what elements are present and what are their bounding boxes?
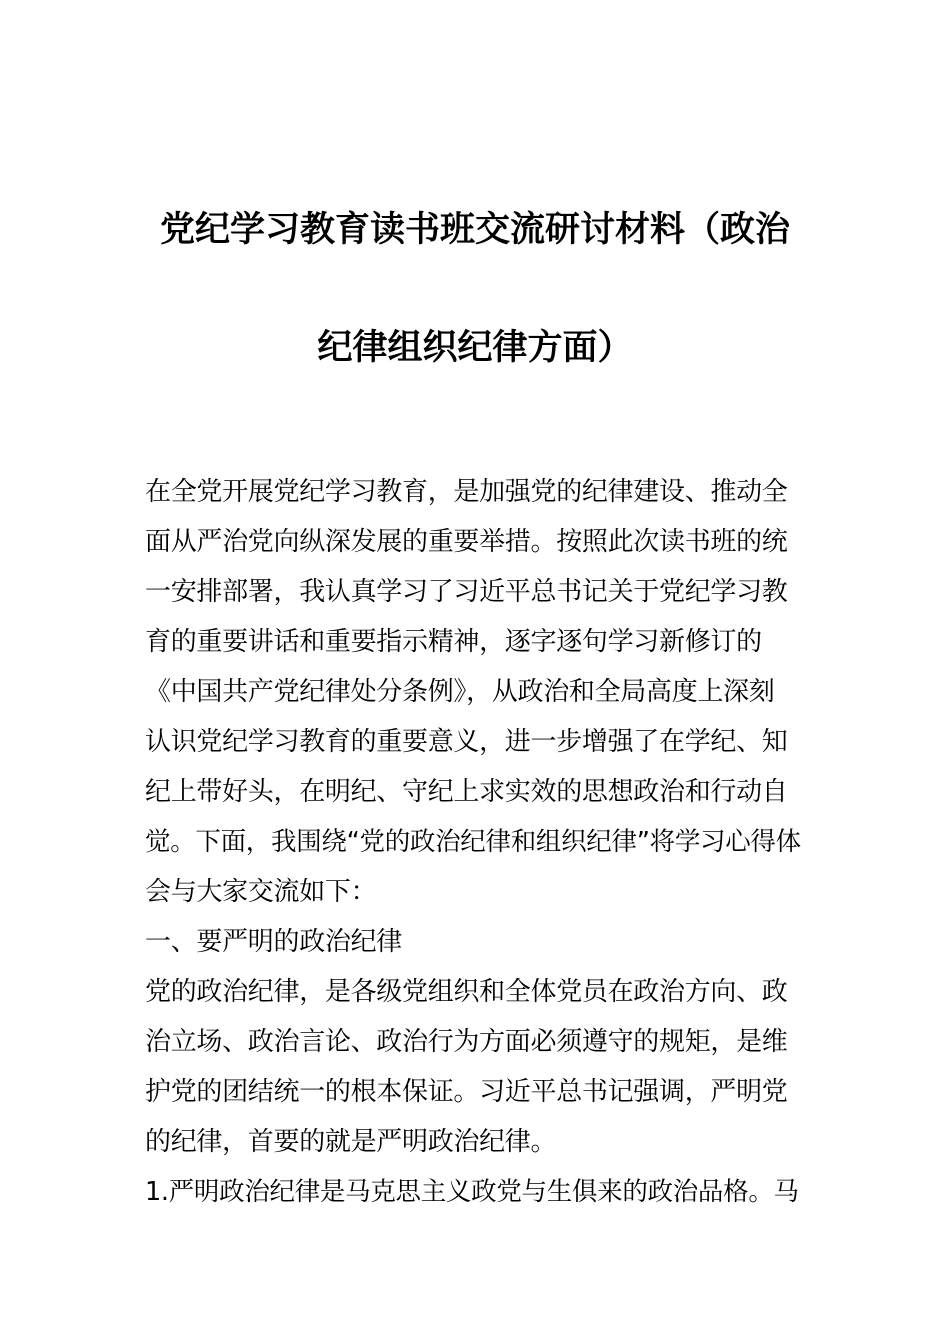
document-body xyxy=(145,467,810,1217)
body-line: 觉。下面，我围绕“党的政治纪律和组织纪律”将学习心得体 xyxy=(145,827,801,857)
body-line: 一安排部署，我认真学习了习近平总书记关于党纪学习教 xyxy=(145,577,788,607)
body-line: 在全党开展党纪学习教育，是加强党的纪律建设、推动全 xyxy=(145,477,788,507)
document-title-line-1: 党纪学习教育读书班交流研讨材料（政治 xyxy=(159,210,790,250)
body-line: 纪上带好头，在明纪、守纪上求实效的思想政治和行动自 xyxy=(145,777,788,807)
section-heading: 一、要严明的政治纪律 xyxy=(145,927,403,957)
body-line: 护党的团结统一的根本保证。习近平总书记强调，严明党 xyxy=(145,1077,788,1107)
body-line: 面从严治党向纵深发展的重要举措。按照此次读书班的统 xyxy=(145,527,788,557)
document-title-line-2: 纪律组织纪律方面） xyxy=(317,328,633,368)
body-line: 《中国共产党纪律处分条例》，从政治和全局高度上深刻 xyxy=(145,677,775,707)
body-line: 会与大家交流如下： xyxy=(145,877,377,907)
body-line: 治立场、政治言论、政治行为方面必须遵守的规矩，是维 xyxy=(145,1027,788,1057)
body-line: 的纪律，首要的就是严明政治纪律。 xyxy=(145,1127,557,1157)
numbered-point: 1.严明政治纪律是马克思主义政党与生俱来的政治品格。马 xyxy=(145,1177,799,1207)
body-line: 认识党纪学习教育的重要意义，进一步增强了在学纪、知 xyxy=(145,727,788,757)
body-line: 育的重要讲话和重要指示精神，逐字逐句学习新修订的 xyxy=(145,627,762,657)
body-line: 党的政治纪律，是各级党组织和全体党员在政治方向、政 xyxy=(145,977,788,1007)
